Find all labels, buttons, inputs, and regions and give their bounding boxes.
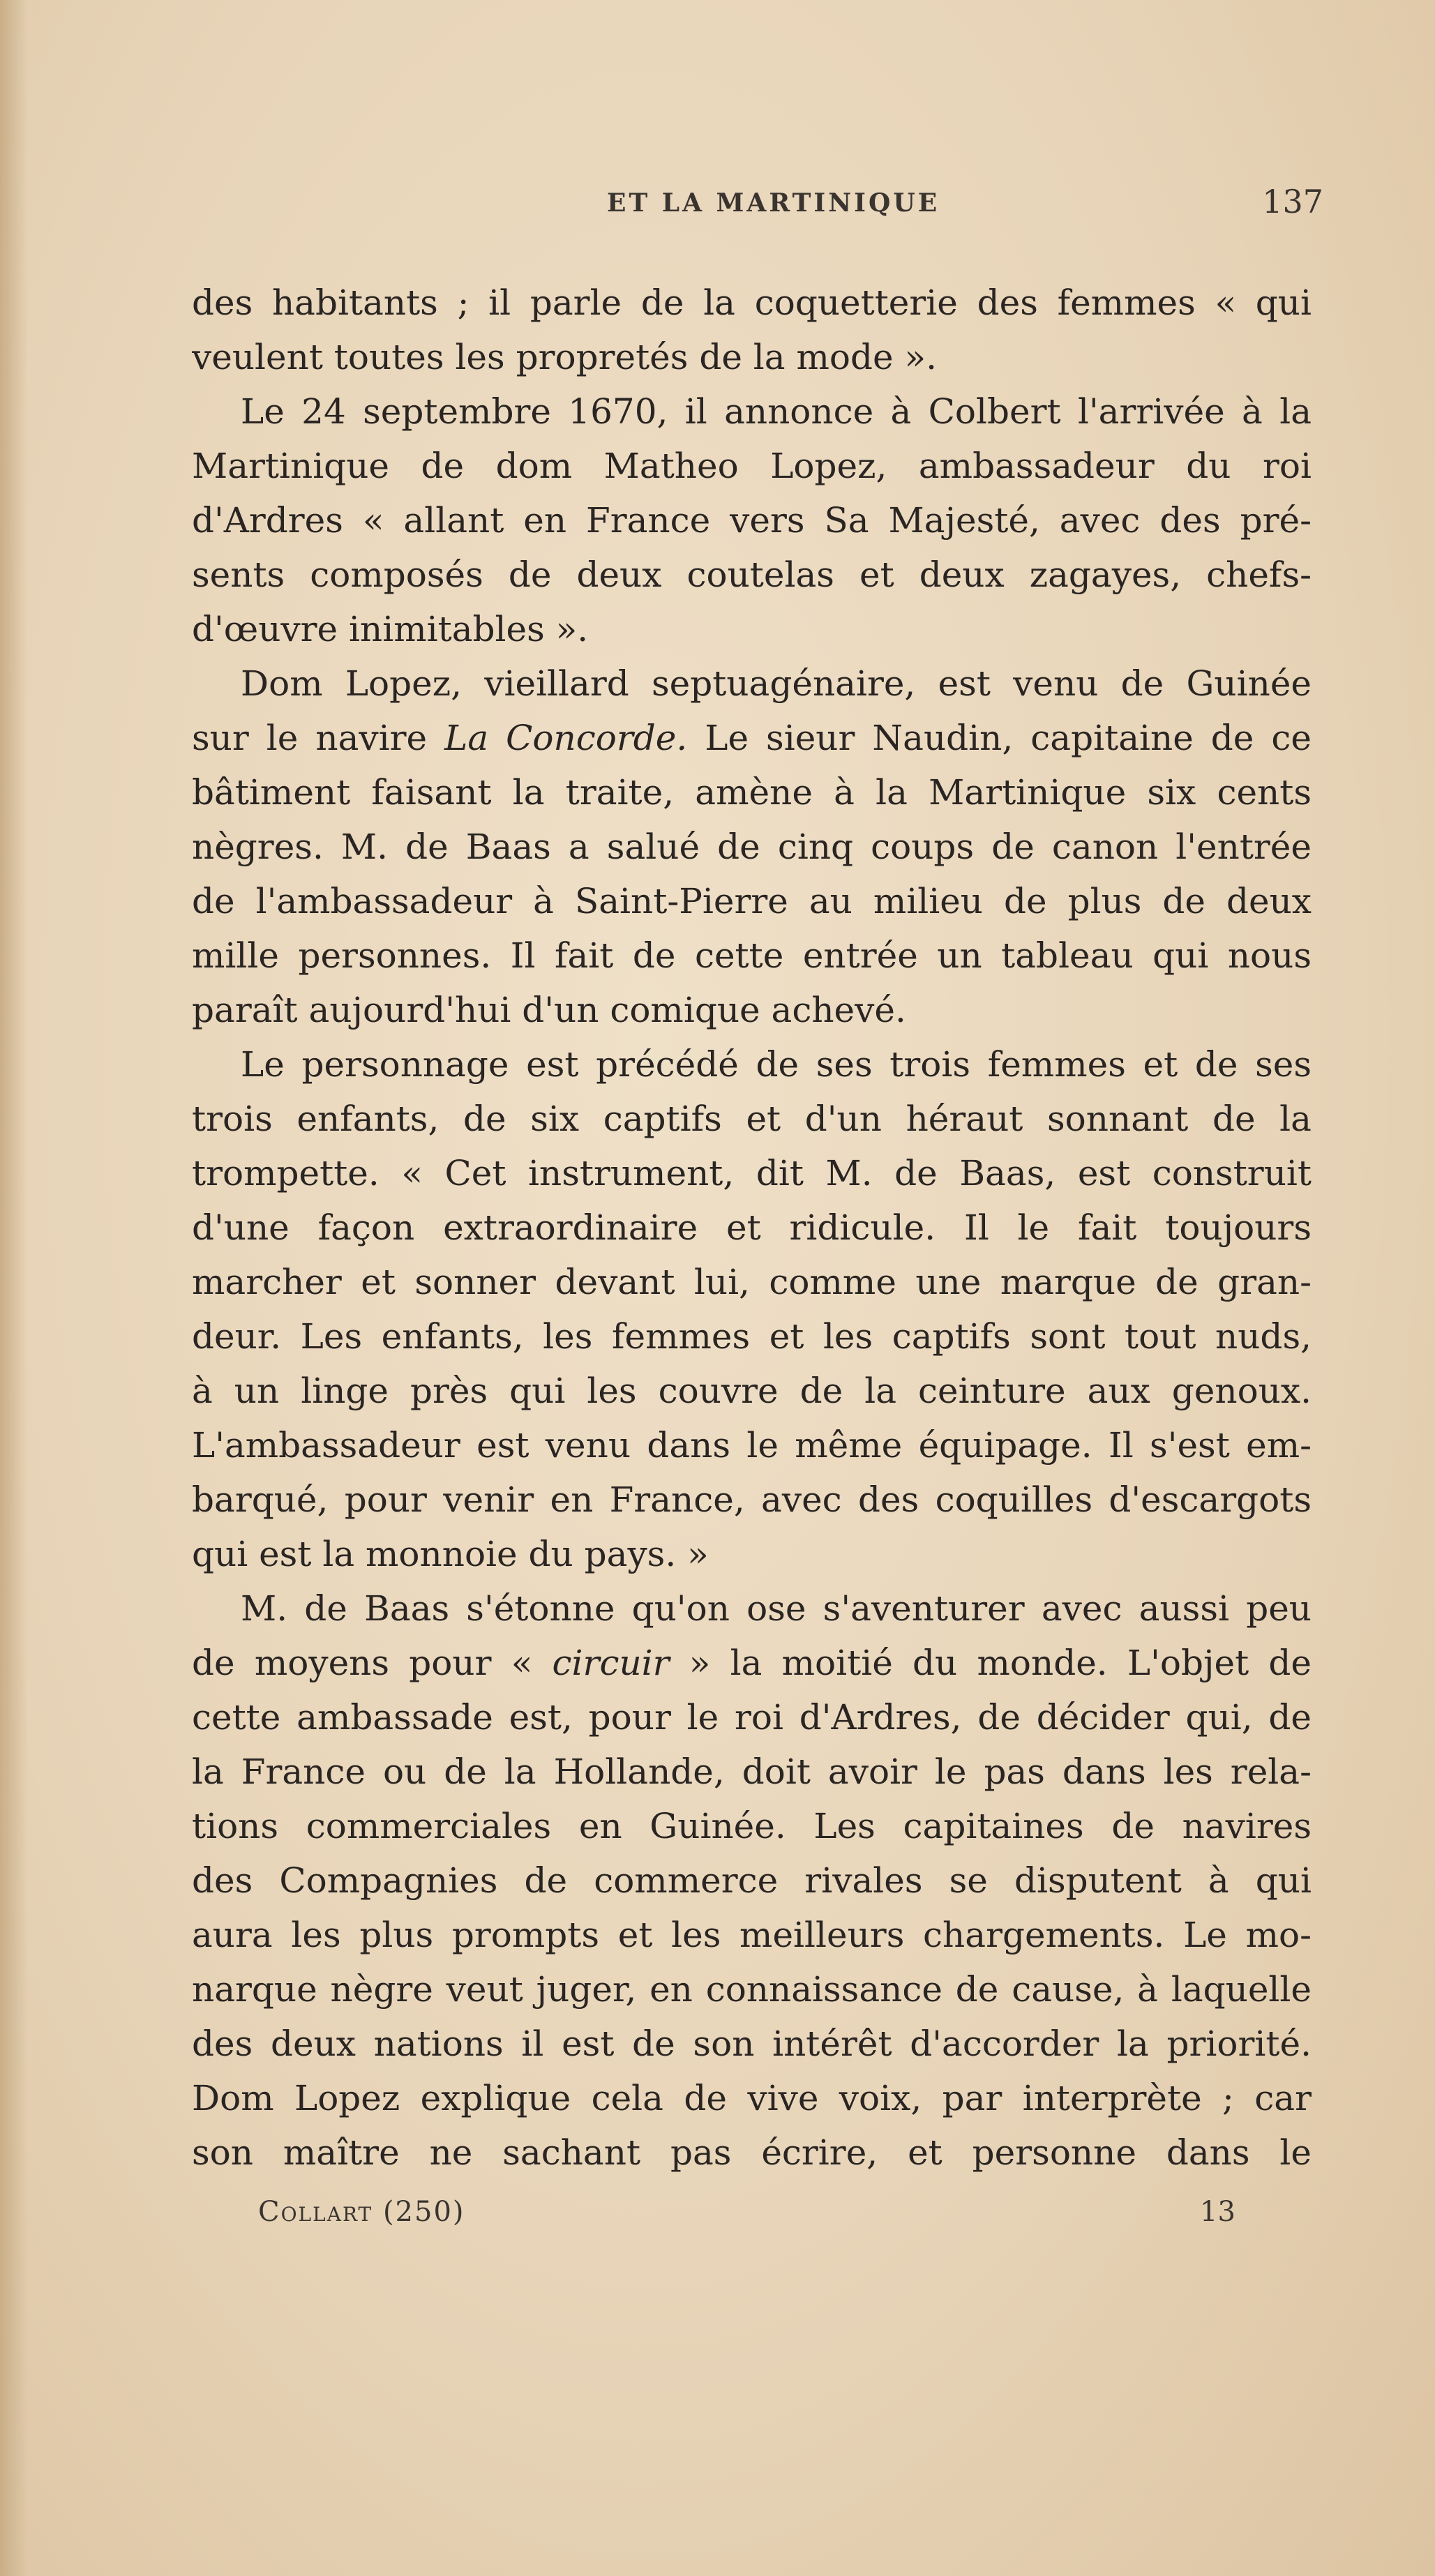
text-line: trompette. « Cet instrument, dit M. de Baas, est construit (192, 1153, 1312, 1193)
page-footer (0, 2196, 1435, 2238)
italic-word: circuir (552, 1643, 670, 1683)
text-line: sur le navire La Concorde. Le sieur Naudin, capitaine de ce (192, 718, 1312, 758)
page-edge-shadow (0, 0, 28, 2576)
text-line: des Compagnies de commerce rivales se disputent à qui (192, 1860, 1312, 1901)
text-line: veulent toutes les propretés de la mode ». (192, 337, 937, 377)
text-line: Le 24 septembre 1670, il annonce à Colbert l'arrivée à la (241, 391, 1312, 432)
text-line: trois enfants, de six captifs et d'un héraut sonnant de la (192, 1099, 1312, 1139)
text-line: deur. Les enfants, les femmes et les captifs sont tout nuds, (192, 1316, 1312, 1357)
text-line: Dom Lopez explique cela de vive voix, par interprète ; car (192, 2078, 1312, 2118)
text-line: des deux nations il est de son intérêt d'accorder la priorité. (192, 2024, 1312, 2064)
text-line: Dom Lopez, vieillard septuagénaire, est venu de Guinée (241, 663, 1312, 704)
text-line: de l'ambassadeur à Saint-Pierre au milieu de plus de deux (192, 881, 1312, 921)
text-line: M. de Baas s'étonne qu'on ose s'aventurer avec aussi peu (241, 1588, 1312, 1629)
text-line: son maître ne sachant pas écrire, et personne dans le (192, 2132, 1312, 2173)
text-line: aura les plus prompts et les meilleurs chargements. Le mo- (192, 1915, 1312, 1955)
text-line: barqué, pour venir en France, avec des coquilles d'escargots (192, 1479, 1312, 1520)
text-line: à un linge près qui les couvre de la ceinture aux genoux. (192, 1371, 1312, 1411)
text-line: qui est la monnoie du pays. » (192, 1534, 709, 1574)
text-line: mille personnes. Il fait de cette entrée un tableau qui nous (192, 935, 1312, 976)
page-header (0, 183, 1435, 230)
text-line: paraît aujourd'hui d'un comique achevé. (192, 990, 906, 1030)
text-line: d'œuvre inimitables ». (192, 609, 589, 649)
text-line: des habitants ; il parle de la coquetterie des femmes « qui (192, 283, 1312, 323)
text-line: marcher et sonner devant lui, comme une marque de gran- (192, 1262, 1312, 1302)
text-line: cette ambassade est, pour le roi d'Ardres, de décider qui, de (192, 1697, 1312, 1738)
running-head: ET LA MARTINIQUE (607, 188, 940, 218)
sheet-number: 13 (1200, 2196, 1235, 2228)
text-line: Le personnage est précédé de ses trois femmes et de ses (241, 1044, 1312, 1085)
text-line: nègres. M. de Baas a salué de cinq coups de canon l'entrée (192, 827, 1312, 867)
printer-signature: Collart (250) (258, 2196, 465, 2228)
text-line: d'une façon extraordinaire et ridicule. Il le fait toujours (192, 1207, 1312, 1248)
text-line: sents composés de deux coutelas et deux zagayes, chefs- (192, 555, 1312, 595)
text-line: Martinique de dom Matheo Lopez, ambassadeur du roi (192, 446, 1312, 486)
text-line: narque nègre veut juger, en connaissance de cause, à laquelle (192, 1969, 1312, 2010)
ship-name: La Concorde. (444, 718, 688, 758)
text-line: la France ou de la Hollande, doit avoir le pas dans les rela- (192, 1752, 1312, 1792)
text-line: d'Ardres « allant en France vers Sa Majesté, avec des pré- (192, 500, 1312, 541)
text-line: de moyens pour « circuir » la moitié du monde. L'objet de (192, 1643, 1312, 1683)
body-text (192, 276, 1312, 2180)
text-line: L'ambassadeur est venu dans le même équipage. Il s'est em- (192, 1425, 1312, 1466)
text-line: bâtiment faisant la traite, amène à la Martinique six cents (192, 772, 1312, 813)
text-line: tions commerciales en Guinée. Les capitaines de navires (192, 1806, 1312, 1846)
page-number: 137 (1262, 183, 1323, 220)
